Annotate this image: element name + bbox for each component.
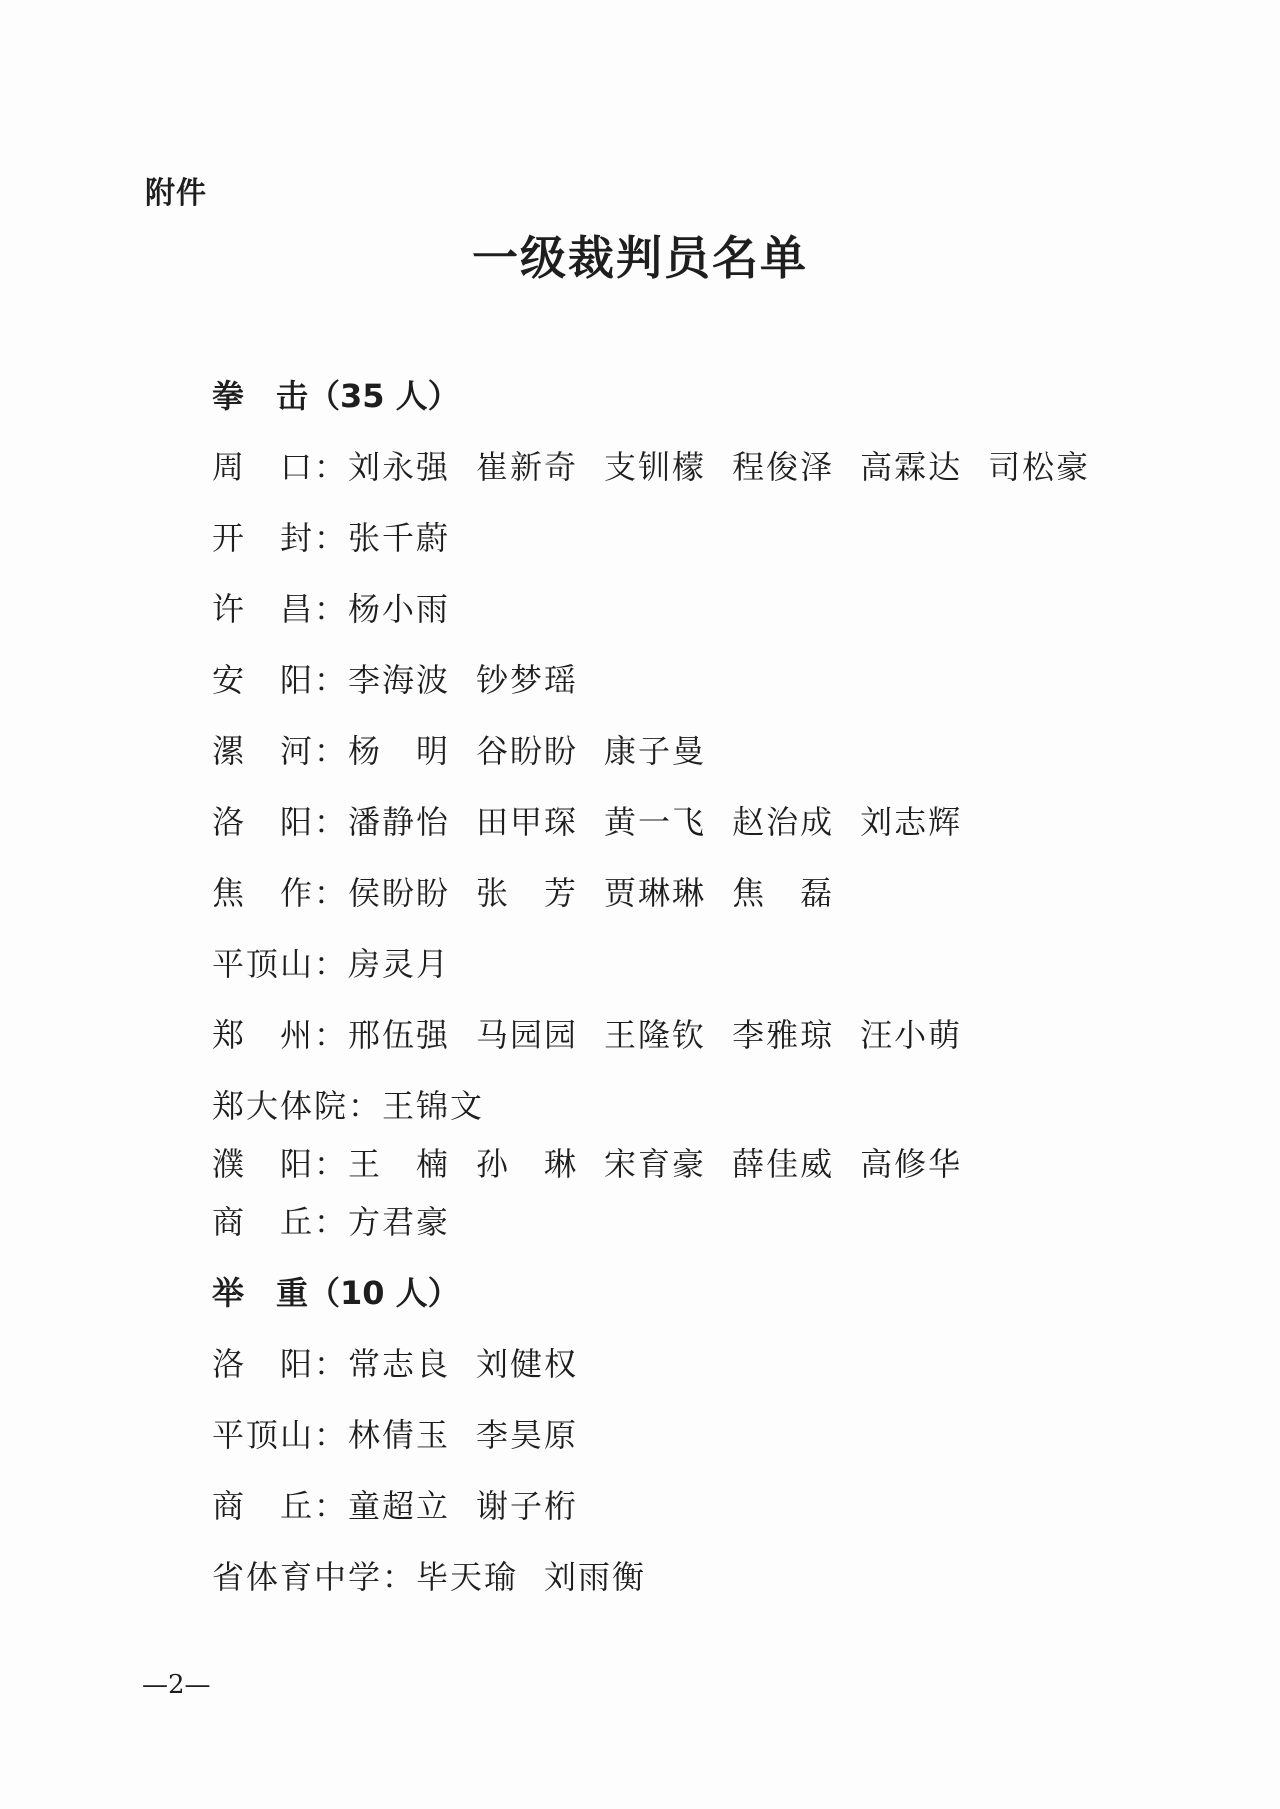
- referee-name: 田甲琛: [476, 803, 579, 841]
- referee-name: 高霖达: [860, 448, 963, 486]
- referee-name: 杨 明: [348, 732, 451, 770]
- region-label: 商 丘：: [212, 1487, 349, 1525]
- referee-name: 马园园: [476, 1016, 579, 1054]
- referee-list: [212, 368, 1172, 1620]
- referee-name: 李海波: [348, 661, 451, 699]
- referee-name: 贾琳琳: [604, 874, 707, 912]
- referee-name: 王 楠: [348, 1145, 451, 1183]
- referee-name: 支钏檬: [604, 448, 707, 486]
- region-label: 商 丘：: [212, 1203, 349, 1241]
- referee-name: 焦 磊: [732, 874, 835, 912]
- region-row: [212, 1007, 1172, 1078]
- referee-name: 钞梦瑶: [476, 661, 579, 699]
- referee-name: 司松豪: [988, 448, 1091, 486]
- referee-name: 王隆钦: [604, 1016, 707, 1054]
- region-label: 周 口：: [212, 448, 349, 486]
- region-label: 漯 河：: [212, 732, 349, 770]
- referee-name: 黄一飞: [604, 803, 707, 841]
- region-label: 濮 阳：: [212, 1145, 349, 1183]
- referee-name: 童超立: [348, 1487, 451, 1525]
- referee-name: 刘健权: [476, 1345, 579, 1383]
- region-label: 郑大体院：: [212, 1087, 383, 1125]
- referee-name: 张千蔚: [348, 519, 451, 557]
- referee-name: 李昊原: [476, 1416, 579, 1454]
- referee-name: 高修华: [860, 1145, 963, 1183]
- referee-name: 毕天瑜: [416, 1558, 519, 1596]
- region-row: [212, 1194, 1172, 1265]
- section-heading: 举 重（10 人）: [212, 1274, 460, 1312]
- referee-name: 常志良: [348, 1345, 451, 1383]
- referee-name: 孙 琳: [476, 1145, 579, 1183]
- region-row: [212, 1078, 1172, 1136]
- document-title: 一级裁判员名单: [472, 231, 808, 285]
- region-row: [212, 865, 1172, 936]
- referee-name: 方君豪: [348, 1203, 451, 1241]
- region-row: [212, 439, 1172, 510]
- region-row: [212, 936, 1172, 1007]
- region-label: 焦 作：: [212, 874, 349, 912]
- referee-name: 宋育豪: [604, 1145, 707, 1183]
- referee-name: 刘永强: [348, 448, 451, 486]
- region-row: [212, 652, 1172, 723]
- region-label: 安 阳：: [212, 661, 349, 699]
- region-label: 洛 阳：: [212, 1345, 349, 1383]
- referee-name: 邢伍强: [348, 1016, 451, 1054]
- region-row: [212, 723, 1172, 794]
- referee-name: 潘静怡: [348, 803, 451, 841]
- region-row: [212, 794, 1172, 865]
- section-heading: 拳 击（35 人）: [212, 377, 460, 415]
- referee-name: 康子曼: [604, 732, 707, 770]
- region-row: [212, 1336, 1172, 1407]
- region-row: [212, 581, 1172, 652]
- referee-name: 谷盼盼: [476, 732, 579, 770]
- referee-name: 刘雨衡: [544, 1558, 647, 1596]
- referee-name: 谢子桁: [476, 1487, 579, 1525]
- referee-name: 崔新奇: [476, 448, 579, 486]
- region-label: 平顶山：: [212, 945, 349, 983]
- region-row: [212, 1478, 1172, 1549]
- referee-name: 侯盼盼: [348, 874, 451, 912]
- referee-name: 汪小萌: [860, 1016, 963, 1054]
- referee-name: 李雅琼: [732, 1016, 835, 1054]
- region-row: [212, 510, 1172, 581]
- referee-name: 程俊泽: [732, 448, 835, 486]
- referee-name: 张 芳: [476, 874, 579, 912]
- region-label: 省体育中学：: [212, 1558, 417, 1596]
- referee-name: 薛佳威: [732, 1145, 835, 1183]
- referee-name: 杨小雨: [348, 590, 451, 628]
- region-label: 许 昌：: [212, 590, 349, 628]
- region-row: [212, 1407, 1172, 1478]
- referee-name: 林倩玉: [348, 1416, 451, 1454]
- page-number: —2—: [142, 1670, 211, 1700]
- region-row: [212, 1136, 1172, 1194]
- referee-name: 房灵月: [348, 945, 451, 983]
- referee-name: 赵治成: [732, 803, 835, 841]
- region-row: [212, 1549, 1172, 1620]
- region-label: 开 封：: [212, 519, 349, 557]
- referee-name: 王锦文: [382, 1087, 485, 1125]
- attachment-label: 附件: [145, 176, 207, 211]
- region-label: 郑 州：: [212, 1016, 349, 1054]
- region-label: 平顶山：: [212, 1416, 349, 1454]
- referee-name: 刘志辉: [860, 803, 963, 841]
- region-label: 洛 阳：: [212, 803, 349, 841]
